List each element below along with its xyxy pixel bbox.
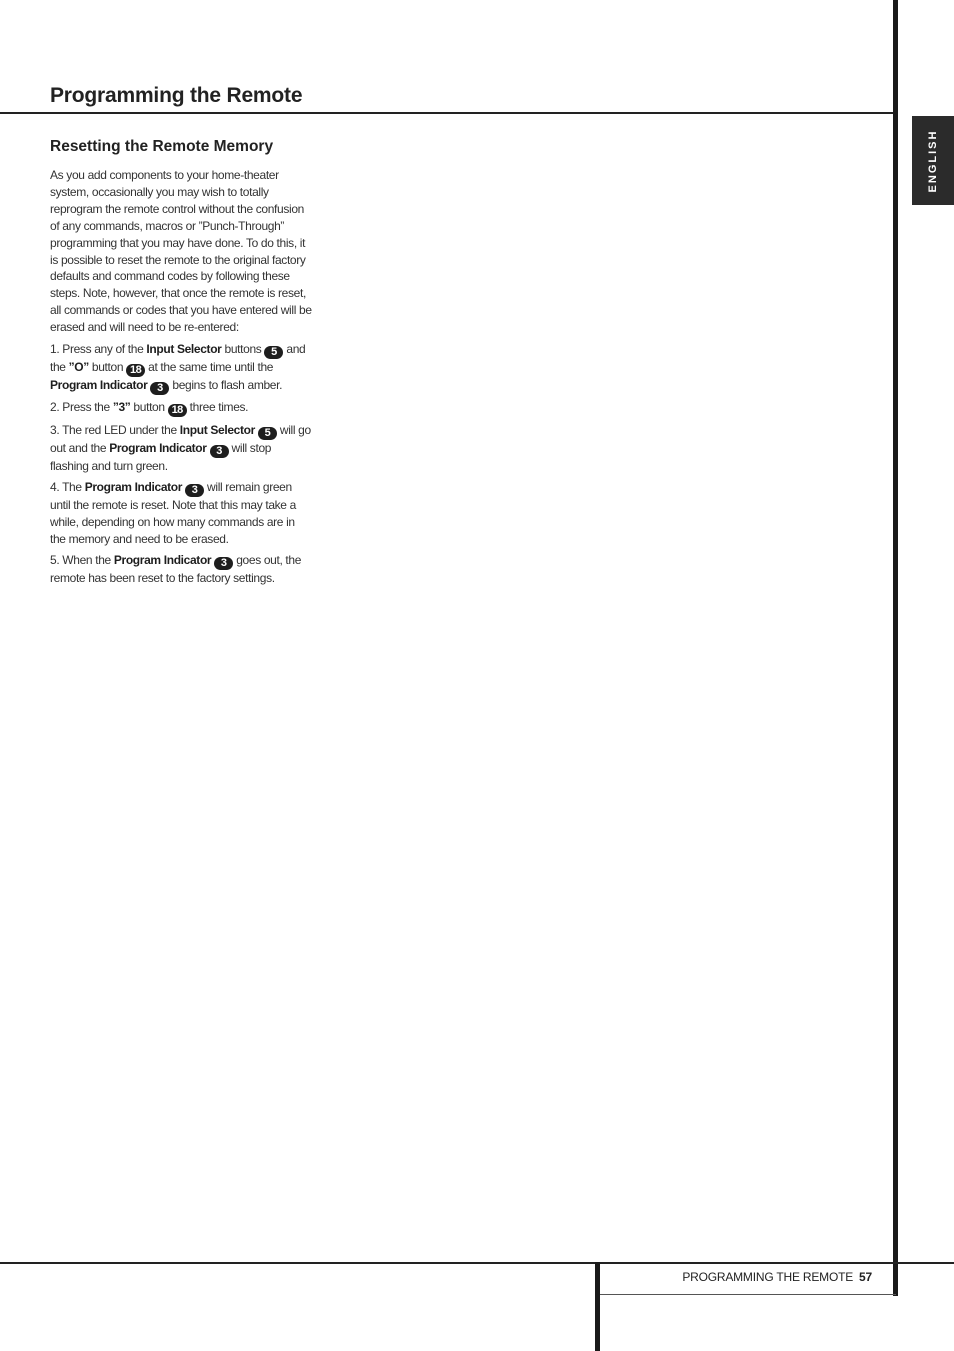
page-number: 57 bbox=[859, 1270, 872, 1284]
callout-number-icon: 3 bbox=[185, 484, 204, 497]
language-tab bbox=[912, 116, 954, 205]
step-4: 4. The Program Indicator 3 will remain green until the remote is reset. Note that this may take a while, depending on how many commands are in the memory and need to be erased. bbox=[50, 479, 296, 546]
right-margin-bar bbox=[893, 0, 898, 1296]
footer-divider-bar bbox=[595, 1262, 600, 1351]
title-rule bbox=[0, 112, 896, 114]
intro-paragraph: As you add components to your home-theater system, occasionally you may wish to totally reprogram the remote control without the confusion of any commands, macros or ”Punch-Through” programming that you may have done. To do this, it is possible to reset the remote to the original factory defaults and command codes by following these steps. Note, however, that once the remote is reset, all commands or codes that you have entered will be erased and will need to be re-entered: bbox=[50, 168, 312, 335]
callout-number-icon: 5 bbox=[264, 346, 283, 359]
callout-number-icon: 5 bbox=[258, 427, 277, 440]
step-1: 1. Press any of the Input Selector buttons 5 and the ”O” button 18 at the same time until the Program Indicator 3 begins to flash amber. bbox=[50, 341, 306, 394]
step-2: 2. Press the ”3” button 18 three times. bbox=[50, 400, 249, 417]
footer-rule bbox=[0, 1262, 954, 1264]
step-3: 3. The red LED under the Input Selector 5 will go out and the Program Indicator 3 will stop flashing and turn green. bbox=[50, 422, 311, 473]
running-footer bbox=[682, 1270, 872, 1284]
callout-number-icon: 3 bbox=[214, 557, 233, 570]
callout-number-icon: 18 bbox=[168, 404, 187, 417]
section-body bbox=[50, 167, 312, 592]
language-tab-label: ENGLISH bbox=[927, 129, 939, 192]
step-5: 5. When the Program Indicator 3 goes out, the remote has been reset to the factory settings. bbox=[50, 553, 302, 586]
footer-section-label: PROGRAMMING THE REMOTE bbox=[682, 1270, 854, 1284]
callout-number-icon: 3 bbox=[210, 445, 229, 458]
section-heading: Resetting the Remote Memory bbox=[50, 138, 274, 155]
callout-number-icon: 18 bbox=[126, 364, 145, 377]
callout-number-icon: 3 bbox=[150, 382, 169, 395]
page-title: Programming the Remote bbox=[50, 84, 303, 107]
footer-underline bbox=[600, 1294, 896, 1295]
